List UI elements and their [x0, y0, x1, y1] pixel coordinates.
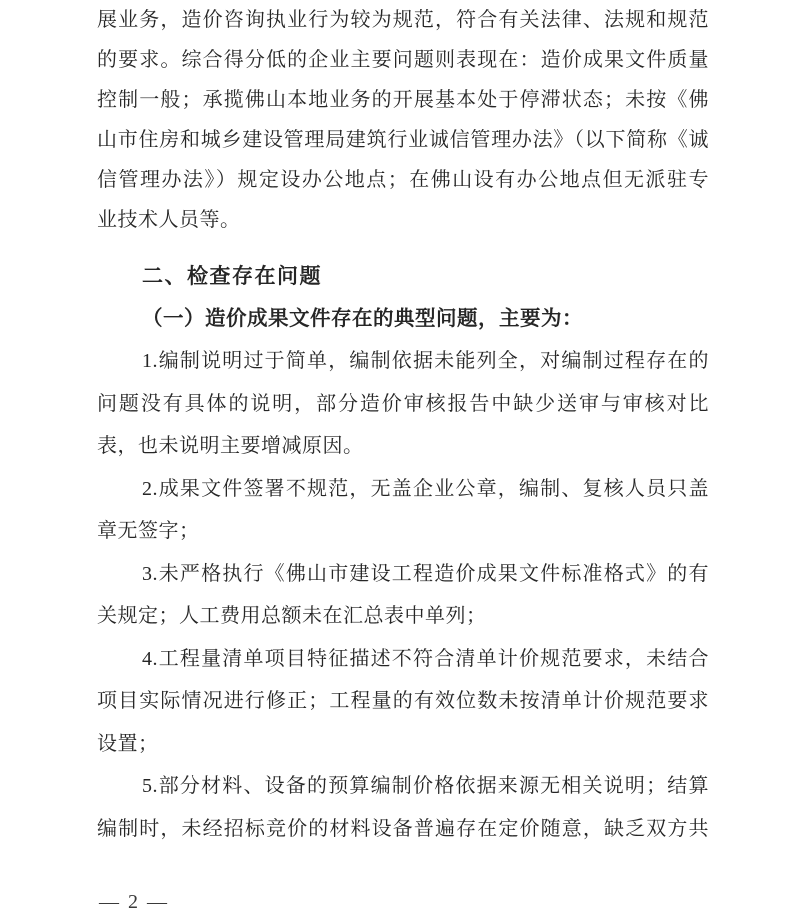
- text-line: 控制一般；承揽佛山本地业务的开展基本处于停滞状态；未按《佛: [97, 89, 709, 111]
- list-item-5: [97, 765, 709, 850]
- text-line: 编制时，未经招标竞价的材料设备普遍存在定价随意，缺乏双方共: [97, 817, 709, 840]
- text-line: 表，也未说明主要增减原因。: [97, 435, 364, 457]
- text-line: 章无签字；: [97, 520, 200, 542]
- document-body: [97, 0, 709, 850]
- paragraph-continuation: [97, 0, 709, 240]
- section-heading: 二、检查存在问题: [142, 265, 322, 288]
- page-number: — 2 —: [99, 891, 169, 913]
- text-line: 5.部分材料、设备的预算编制价格依据来源无相关说明；结算: [142, 775, 709, 797]
- text-line: 信管理办法》）规定设办公地点；在佛山设有办公地点但无派驻专: [97, 169, 709, 191]
- text-line: 2.成果文件签署不规范，无盖企业公章，编制、复核人员只盖: [142, 477, 709, 500]
- text-line: 1.编制说明过于简单，编制依据未能列全，对编制过程存在的: [142, 350, 709, 372]
- list-item-1: [97, 340, 709, 468]
- text-line: 4.工程量清单项目特征描述不符合清单计价规范要求，未结合: [142, 647, 709, 670]
- text-line: 设置；: [97, 732, 159, 755]
- text-line: 展业务，造价咨询执业行为较为规范，符合有关法律、法规和规范: [97, 9, 709, 31]
- text-line: 项目实际情况进行修正；工程量的有效位数未按清单计价规范要求: [97, 690, 709, 712]
- text-line: 的要求。综合得分低的企业主要问题则表现在：造价成果文件质量: [97, 49, 709, 71]
- subsection-heading: （一）造价成果文件存在的典型问题，主要为：: [142, 308, 583, 330]
- text-line: 问题没有具体的说明，部分造价审核报告中缺少送审与审核对比: [97, 392, 709, 415]
- list-item-4: [97, 638, 709, 766]
- text-line: 3.未严格执行《佛山市建设工程造价成果文件标准格式》的有: [142, 562, 709, 585]
- text-line: 业技术人员等。: [97, 209, 241, 231]
- list-item-2: [97, 468, 709, 553]
- text-line: 山市住房和城乡建设管理局建筑行业诚信管理办法》（以下简称《诚: [97, 129, 709, 151]
- text-line: 关规定；人工费用总额未在汇总表中单列；: [97, 605, 487, 627]
- list-item-3: [97, 553, 709, 638]
